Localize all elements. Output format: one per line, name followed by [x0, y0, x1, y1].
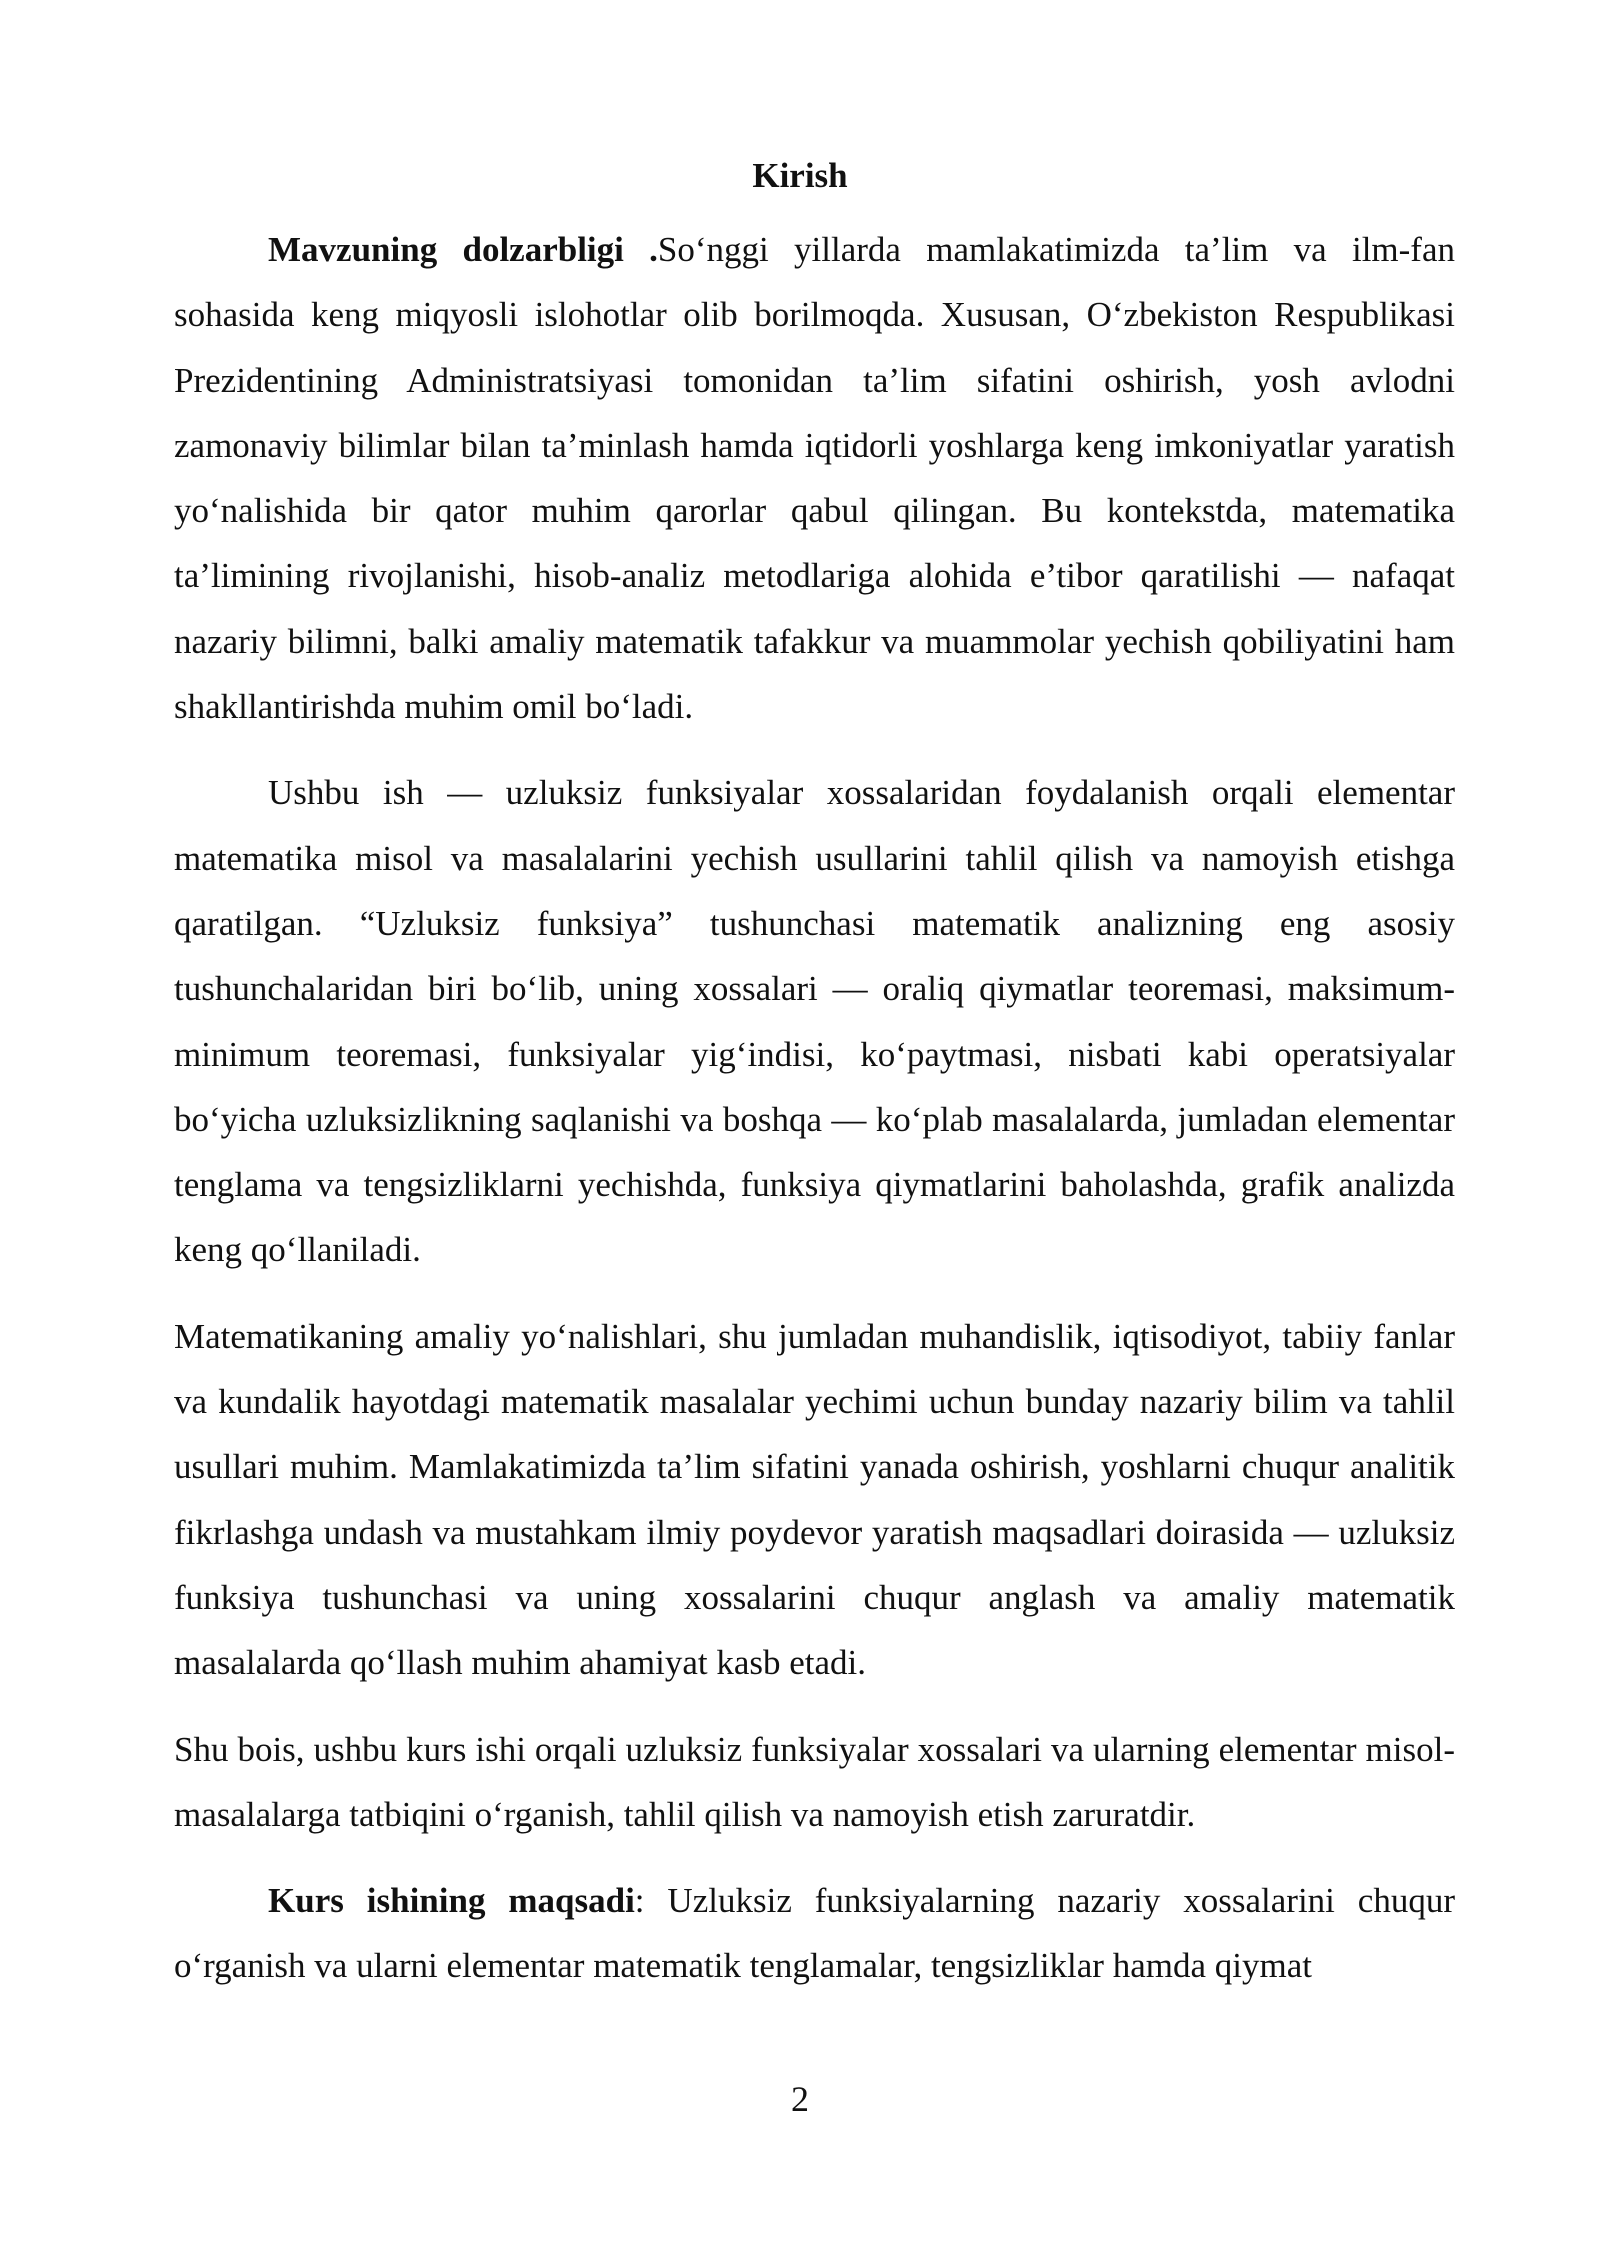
page-number: 2 [791, 2079, 809, 2119]
paragraph-relevance [174, 217, 1455, 739]
paragraph-goal [174, 1868, 1455, 1999]
paragraph-text: So‘nggi yillarda mamlakatimizda ta’lim va ilm-fan sohasida keng miqyosli islohotlar olib borilmoqda. Xususan, O‘zbekiston Respublikasi Prezidentining Administratsiyasi tomonidan ta’lim sifatini oshirish, yosh avlodni zamonaviy bilimlar bilan ta’minlash hamda iqtidorli yoshlarga keng imkoniyatlar yaratish yo‘nalishida bir qator muhim qarorlar qabul qilingan. Bu kontekstda, matematika ta’limining rivojlanishi, hisob-analiz metodlariga alohida e’tibor qaratilishi — nafaqat nazariy bilimni, balki amaliy matematik tafakkur va muammolar yechish qobiliyatini ham shakllantirishda muhim omil bo‘ladi. [174, 230, 1455, 727]
paragraph-text: : Uzluksiz funksiyalarning nazariy xossalarini chuqur o‘rganish va ularni elementar matematik tenglamalar, tengsizliklar hamda qiymat [174, 1881, 1455, 1986]
paragraph-text: Ushbu ish — uzluksiz funksiyalar xossalaridan foydalanish orqali elementar matematika misol va masalalarini yechish usullarini tahlil qilish va namoyish etishga qaratilgan. “Uzluksiz funksiya” tushunchasi matematik analizning eng asosiy tushunchalaridan biri bo‘lib, uning xossalari — oraliq qiymatlar teoremasi, maksimum-minimum teoremasi, funksiyalar yig‘indisi, ko‘paytmasi, nisbati kabi operatsiyalar bo‘yicha uzluksizlikning saqlanishi va boshqa — ko‘plab masalalarda, jumladan elementar tenglama va tengsizliklarni yechishda, funksiya qiymatlarini baholashda, grafik analizda keng qo‘llaniladi. [174, 773, 1455, 1270]
paragraph-conclusion [174, 1717, 1455, 1848]
paragraph-text: Shu bois, ushbu kurs ishi orqali uzluksiz funksiyalar xossalari va ularning elementar misol-masalalarga tatbiqini o‘rganish, tahlil qilish va namoyish etish zaruratdir. [174, 1729, 1455, 1834]
paragraph-lead-goal: Kurs ishining maqsadi [268, 1881, 635, 1921]
paragraph-applications [174, 1304, 1455, 1696]
body-text [174, 217, 1455, 1999]
paragraph-work-description [174, 760, 1455, 1282]
paragraph-lead-relevance: Mavzuning dolzarbligi . [268, 230, 658, 269]
paragraph-text: Matematikaning amaliy yo‘nalishlari, shu jumladan muhandislik, iqtisodiyot, tabiiy fanlar va kundalik hayotdagi matematik masalalar yechimi uchun bunday nazariy bilim va tahlil usullari muhim. Mamlakatimizda ta’lim sifatini yanada oshirish, yoshlarni chuqur analitik fikrlashga undash va mustahkam ilmiy poydevor yaratish maqsadlari doirasida — uzluksiz funksiya tushunchasi va uning xossalarini chuqur anglash va amaliy matematik masalalarda qo‘llash muhim ahamiyat kasb etadi. [174, 1316, 1455, 1683]
section-title: Kirish [752, 156, 848, 195]
